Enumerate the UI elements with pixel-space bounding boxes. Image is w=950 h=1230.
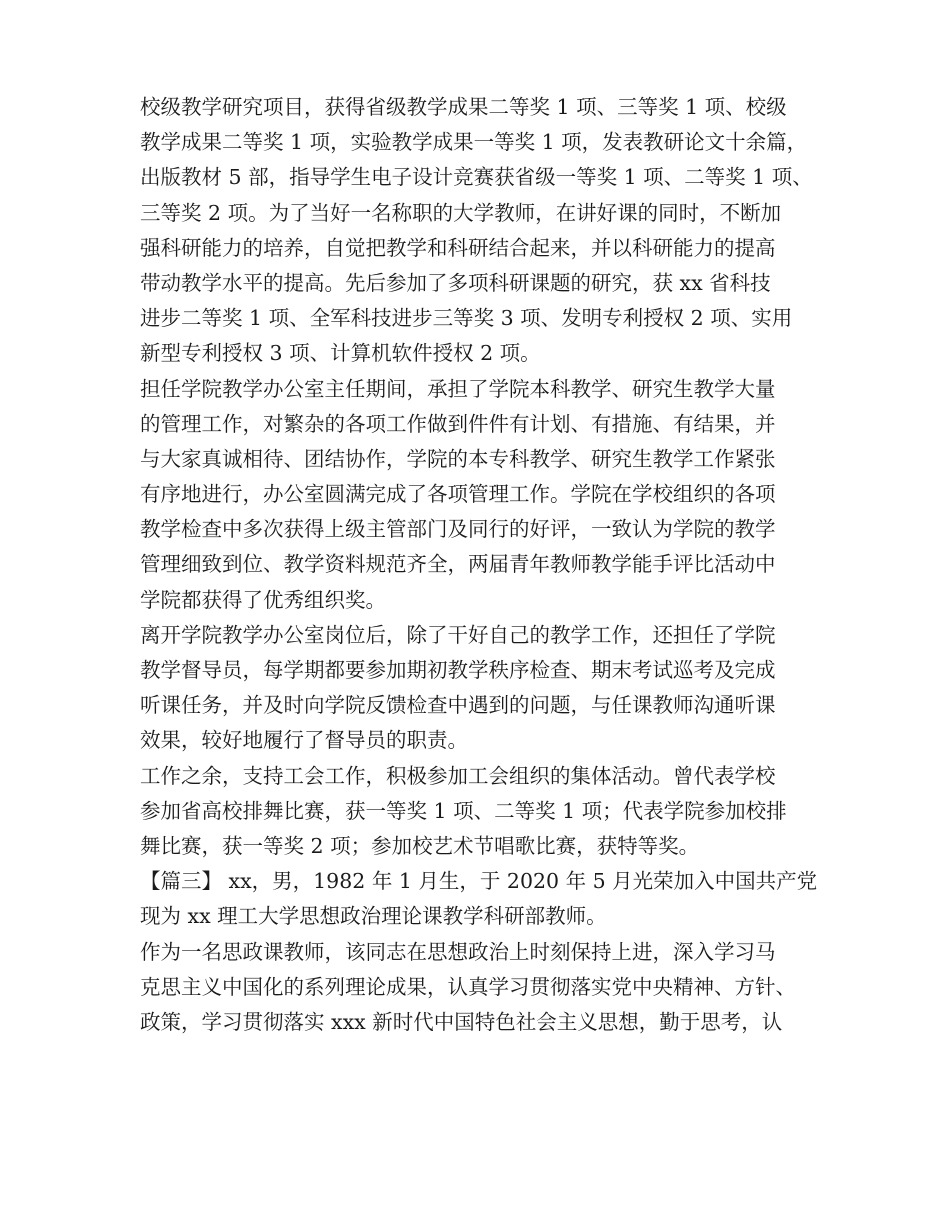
text-line: 带动教学水平的提高。先后参加了多项科研课题的研究，获 xx 省科技 xyxy=(140,270,771,295)
text-line: 校级教学研究项目，获得省级教学成果二等奖 1 项、三等奖 1 项、校级 xyxy=(140,95,787,119)
text-line: 有序地进行，办公室圆满完成了各项管理工作。学院在学校组织的各项 xyxy=(140,482,776,507)
text-line: 与大家真诚相待、团结协作，学院的本专科教学、研究生教学工作紧张 xyxy=(140,446,776,471)
text-line: 担任学院教学办公室主任期间，承担了学院本科教学、研究生教学大量 xyxy=(140,376,776,401)
text-line: 克思主义中国化的系列理论成果，认真学习贯彻落实党中央精神、方针、 xyxy=(140,974,796,999)
document-body xyxy=(140,90,820,1040)
text-line: 三等奖 2 项。为了当好一名称职的大学教师，在讲好课的同时，不断加 xyxy=(140,200,782,225)
text-line: 现为 xx 理工大学思想政治理论课教学科研部教师。 xyxy=(140,904,607,929)
text-line: 作为一名思政课教师，该同志在思想政治上时刻保持上进，深入学习马 xyxy=(140,939,776,964)
text-line: 学院都获得了优秀组织奖。 xyxy=(140,587,386,612)
text-line: 离开学院教学办公室岗位后，除了干好自己的教学工作，还担任了学院 xyxy=(140,622,776,647)
text-line: 参加省高校排舞比赛，获一等奖 1 项、二等奖 1 项；代表学院参加校排 xyxy=(140,798,787,823)
text-line: 进步二等奖 1 项、全军科技进步三等奖 3 项、发明专利授权 2 项、实用 xyxy=(140,306,793,331)
text-line: 出版教材 5 部，指导学生电子设计竞赛获省级一等奖 1 项、二等奖 1 项、 xyxy=(140,165,813,190)
section-heading-line: 【篇三】 xx，男，1982 年 1 月生，于 2020 年 5 月光荣加入中国共产党 xyxy=(140,869,818,894)
text-line: 教学督导员，每学期都要参加期初教学秩序检查、期末考试巡考及完成 xyxy=(140,658,776,682)
text-line: 政策，学习贯彻落实 xxx 新时代中国特色社会主义思想，勤于思考，认 xyxy=(140,1009,783,1034)
text-line: 管理细致到位、教学资料规范齐全，两届青年教师教学能手评比活动中 xyxy=(140,552,776,577)
text-line: 新型专利授权 3 项、计算机软件授权 2 项。 xyxy=(140,341,541,366)
text-line: 听课任务，并及时向学院反馈检查中遇到的问题，与任课教师沟通听课 xyxy=(140,693,776,718)
text-line: 的管理工作，对繁杂的各项工作做到件件有计划、有措施、有结果，并 xyxy=(140,411,776,436)
text-line: 效果，较好地履行了督导员的职责。 xyxy=(140,728,468,753)
text-line: 工作之余，支持工会工作，积极参加工会组织的集体活动。曾代表学校 xyxy=(140,763,776,788)
text-line: 强科研能力的培养，自觉把教学和科研结合起来，并以科研能力的提高 xyxy=(140,235,776,260)
text-line: 舞比赛，获一等奖 2 项；参加校艺术节唱歌比赛，获特等奖。 xyxy=(140,833,700,858)
text-line: 教学成果二等奖 1 项，实验教学成果一等奖 1 项，发表教研论文十余篇， xyxy=(140,130,808,155)
text-line: 教学检查中多次获得上级主管部门及同行的好评，一致认为学院的教学 xyxy=(140,517,776,542)
